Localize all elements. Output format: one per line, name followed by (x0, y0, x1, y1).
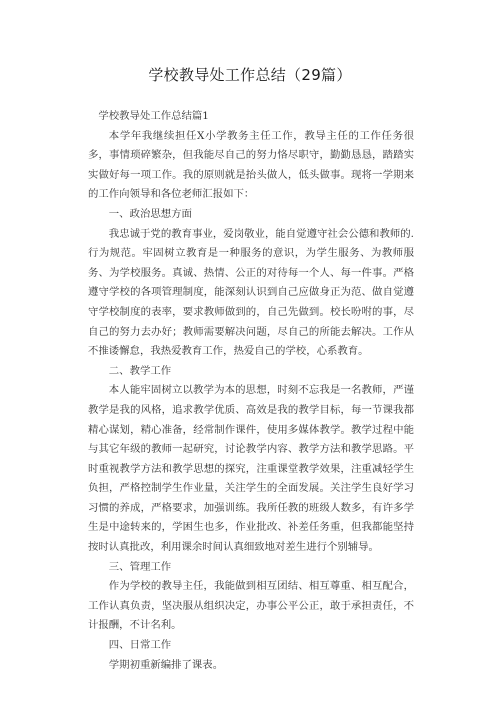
section-body-daily: 学期初重新编排了课表。 (108, 658, 224, 671)
section-heading-daily: 四、日常工作 (108, 639, 172, 652)
document-body (88, 107, 414, 675)
section-body-management: 作为学校的教导主任，我能做到相互团结、相互尊重、相互配合，工作认真负责，坚决服从组织决定，办事公平公正，敢于承担责任，不计报酬，不计名利。 (88, 580, 414, 632)
intro-paragraph: 本学年我继续担任X小学教务主任工作，教导主任的工作任务很多，事情琐碎繁杂，但我能尽自己的努力恪尽职守，勤勤恳恳，踏踏实实做好每一项工作。我的原则就是抬头做人，低头做事。现将一学期来的工作向领导和各位老师汇报如下： (88, 129, 414, 201)
section-body-politics: 我忠诚于党的教育事业，爱岗敬业，能自觉遵守社会公德和教师的.行为规范。牢固树立教育是一种服务的意识，为学生服务、为教师服务、为学校服务。真诚、热情、公正的对待每一个人、每一件事。严格遵守学校的各项管理制度，能深刻认识到自己应做身正为范、做自觉遵守学校制度的表率，要求教师做到的，自己先做到。校长吩咐的事，尽自己的努力去办好；教师需要解决问题，尽自己的所能去解决。工作从不推诿懈怠，我热爱教育工作，热爱自己的学校，心系教育。 (88, 227, 414, 358)
document-subtitle: 学校教导处工作总结篇1 (98, 110, 209, 122)
section-heading-teaching: 二、教学工作 (108, 364, 172, 377)
section-heading-management: 三、管理工作 (108, 560, 172, 573)
section-heading-politics: 一、政治思想方面 (108, 207, 192, 220)
section-body-teaching: 本人能牢固树立以教学为本的思想，时刻不忘我是一名教师，严谨教学是我的风格，追求教学优质、高效是我的教学目标，每一节课我都精心谋划，精心准备，经常制作课件，使用多媒体教学。教学过程中能与其它年级的教师一起研究，讨论教学内容、教学方法和教学思路。平时重视教学方法和教学思想的探究，注重课堂教学效果，注重减轻学生负担，严格控制学生作业量，关注学生的全面发展。关注学生良好学习习惯的养成，严格要求，加强训练。我所任教的班级人数多，有许多学生是中途转来的，学困生也多，作业批改、补差任务重，但我都能坚持按时认真批改，利用课余时间认真细致地对差生进行个别辅导。 (88, 384, 414, 554)
document-title: 学校教导处工作总结（29篇） (148, 66, 352, 84)
